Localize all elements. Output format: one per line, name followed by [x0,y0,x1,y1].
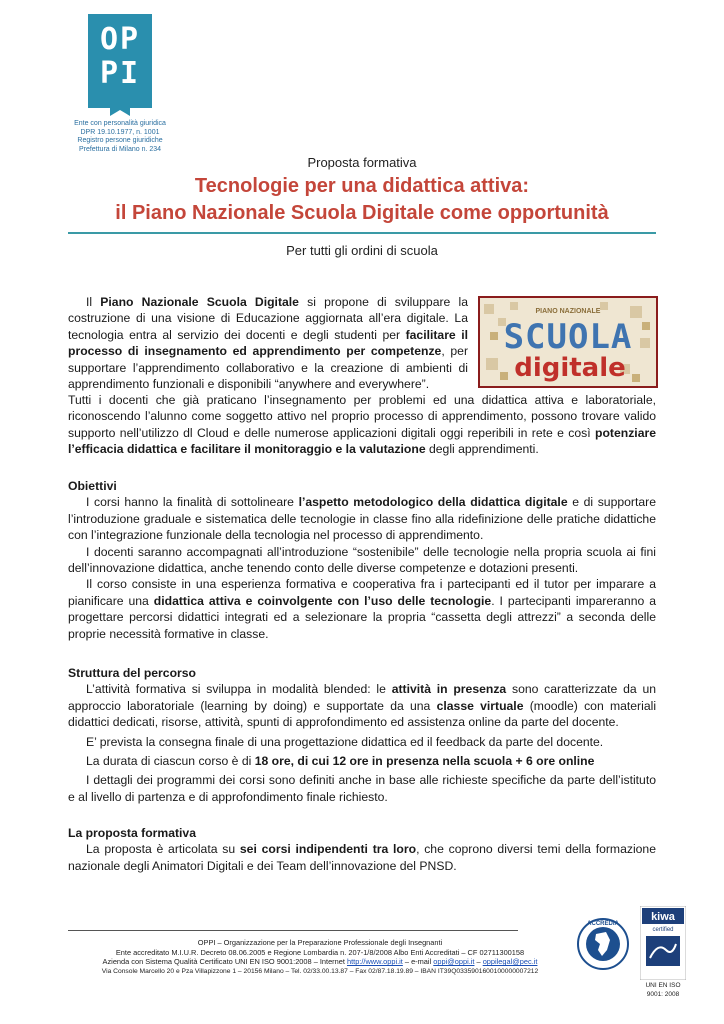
image-line-1: SCUOLA [503,317,633,357]
logo-caption-line: Registro persone giuridiche [77,137,163,144]
kiwa-caption-line: UNI EN ISO [645,982,681,989]
text-span: Azienda con Sistema Qualità Certificato UNI EN ISO 9001:2008 – Internet [102,957,347,967]
audience-subtitle: Per tutti gli ordini di scuola [286,243,438,258]
text-span: La durata di ciascun corso è di [86,754,255,769]
text-span: I corsi hanno la finalità di sottolineare [86,495,299,510]
text-span: si propone di sviluppare la costruzione di una visione di Educazione aggiornata all’era digitale. La tecnologia entra al servizio dei docenti e degli studenti per [68,295,468,342]
footer-line-2: Ente accreditato M.I.U.R. Decreto 08.06.2005 e Regione Lombardia n. 207-1/8/2008 Albo Enti Accreditati – CF 02711300158 [115,947,525,957]
main-title-line-2: il Piano Nazionale Scuola Digitale come opportunità [115,202,609,224]
proposal-section [68,825,656,874]
footer-line-1: OPPI – Organizzazione per la Preparazione Professionale degli Insegnanti [197,938,443,947]
scuola-digitale-image [478,296,658,388]
email-link[interactable]: oppi@oppi.it [433,957,475,967]
bold-span: potenziare l’efficacia didattica e facilitare il monitoraggio e la valutazione [68,425,656,457]
bold-span: Piano Nazionale Scuola Digitale [100,295,299,309]
main-title-line-1: Tecnologie per una didattica attiva: [194,175,530,197]
footer-line-4: Via Console Marcello 20 e Pza Villapizzone 1 – 20156 Milano – Tel. 02/33.00.13.87 – Fax 02/87.18.19.89 – IBAN IT39Q0335901600100000007212 [101,967,539,975]
bold-span: attività in presenza [391,682,507,697]
pre-title: Proposta formativa [307,155,417,170]
logo-ribbon-icon [88,106,152,116]
intro-paragraph-1 [68,294,468,392]
kiwa-certification-icon [640,906,686,980]
text-span: . I partecipanti impareranno a progettare percorsi didattici integrati ed a selezionare la propria “cassetta degli attrezzi” a seconda delle proprie necessità formative in classe. [68,593,656,641]
proposal-paragraph-1 [68,841,656,874]
text-span: – e-mail [402,957,434,967]
logo-line-2: PI [99,56,141,91]
kiwa-sub-text: certified [652,927,674,933]
text-span: , per supportare l’apprendimento collaborativo e la creazione di ambienti di apprendimento funzionali e disponibili “anywhere and everywhere”. [68,344,469,392]
bold-span: classe virtuale [436,698,524,713]
footer [60,938,580,976]
kiwa-caption-line: 9001: 2008 [646,990,680,998]
objectives-heading: Obiettivi [68,479,117,493]
bold-span: 18 ore, di cui 12 ore in presenza nella scuola + 6 ore online [254,754,595,769]
bold-span: facilitare il processo di insegnamento ed apprendimento per competenze [68,327,468,359]
text-span: , che coprono diversi temi della formazione nazionale degli Animatori Digitali e dei Team dell’innovazione del PNSD. [68,842,656,873]
bold-span: l’aspetto metodologico della didattica digitale [298,495,568,510]
text-span: degli apprendimenti. [425,442,539,457]
structure-paragraph-3 [68,753,656,769]
text-span: (moodle) con materiali didattici dedicati, risorse, attività, spunti di approfondimento ed assistenza online da parte del docente. [68,698,657,730]
objectives-paragraph-1 [68,494,656,543]
accredia-text: ACCREDIA [587,921,619,927]
objectives-paragraph-2: I docenti saranno accompagnati all’introduzione “sostenibile” delle tecnologie nella propria scuola ai fini dell’innovazione didattica, anche tenendo conto delle diverse competenze e dotazioni presenti. [68,544,656,576]
logo-caption-line: DPR 19.10.1977, n. 1001 [80,128,160,136]
accredia-seal-icon [576,916,630,978]
objectives-section [68,478,656,642]
intro-paragraph-2 [68,392,656,458]
text-span: – [474,957,483,967]
structure-heading: Struttura del percorso [68,666,196,680]
logo-line-1: OP [99,22,141,57]
structure-section [68,665,656,805]
text-span: e di supportare l’introduzione graduale e sistematica delle tecnologie in classe fino alla ridefinizione delle pratiche didattiche con l’integrazione funzionale della tecnologia nel processo di apprendimento. [68,495,656,543]
text-span: L’attività formativa si sviluppa in modalità blended: le [86,682,392,697]
text-span: Il [86,295,101,309]
title-divider [68,232,656,234]
scuola-digitale-logo-icon [480,298,656,386]
text-span: Il corso consiste in una esperienza formativa e cooperativa fra i partecipanti ed il tutor per imparare a pianificare una [68,577,656,608]
structure-paragraph-4: I dettagli dei programmi dei corsi sono definiti anche in base alle richieste specifiche da parte dell’istituto e al livello di partenza e di approfondimento finale richiesto. [68,773,656,804]
oppi-logo-block [60,14,180,154]
image-top-text: PIANO NAZIONALE [535,308,601,315]
website-link[interactable]: http://www.oppi.it [346,957,403,967]
logo-caption-line: Prefettura di Milano n. 234 [78,145,162,153]
objectives-paragraph-3 [68,576,656,642]
proposal-heading: La proposta formativa [68,826,196,840]
oppi-logo [88,14,152,108]
text-span: Tutti i docenti che già praticano l’insegnamento per problemi ed una didattica attiva e laboratoriale, riconoscendo l’alunno come soggetto attivo nel proprio processo di apprendimento, possono trovare valido supporto nell’utilizzo dl Cloud e delle numerose applicazioni digitali oggi reperibili in rete e così [68,393,656,440]
bold-span: didattica attiva e coinvolgente con l’uso delle tecnologie [153,593,492,608]
image-line-2: digitale [514,353,626,383]
kiwa-text: kiwa [651,911,675,923]
pec-email-link[interactable]: oppilegal@pec.it [482,957,538,967]
logo-caption [60,120,180,154]
structure-paragraph-1 [68,681,656,730]
footer-line-3 [60,957,580,967]
footer-divider [68,930,518,931]
text-span: La proposta è articolata su [86,842,240,857]
kiwa-caption [634,982,692,999]
text-span: sono caratterizzate da un approccio laboratoriale (learning by doing) e supportate da una [68,682,657,713]
bold-span: sei corsi indipendenti tra loro [239,842,417,857]
logo-caption-line: Ente con personalità giuridica [74,120,166,127]
structure-paragraph-2: E’ prevista la consegna finale di una progettazione didattica ed il feedback da parte del docente. [86,734,604,749]
